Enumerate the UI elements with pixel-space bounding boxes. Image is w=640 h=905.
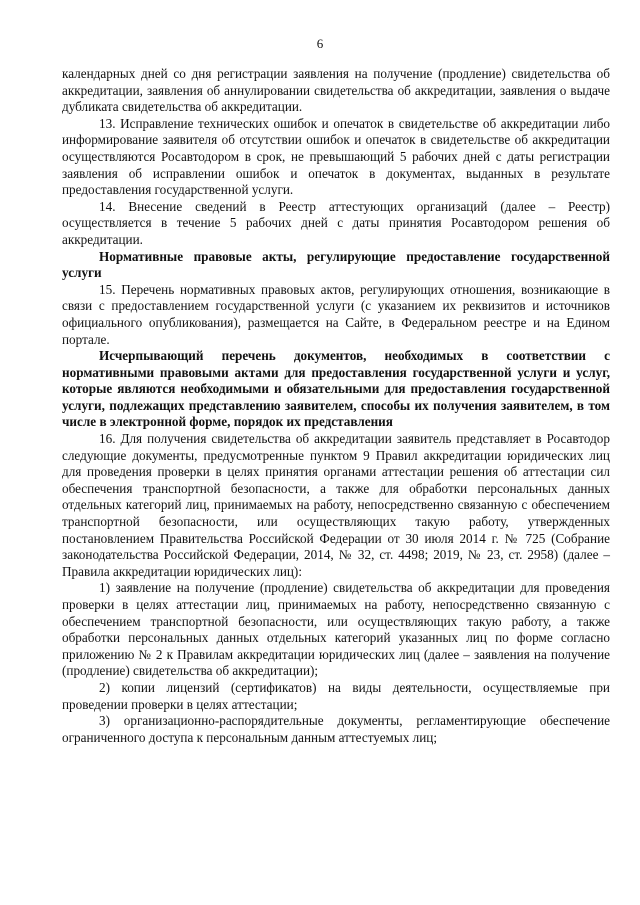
list-item-3: 3) организационно-распорядительные документы, регламентирующие обеспечение ограниченного доступа к персональным данным аттестуемых лиц; bbox=[62, 713, 610, 745]
paragraph-15: 15. Перечень нормативных правовых актов, регулирующих отношения, возникающие в связи с предоставлением государственной услуги (с указанием их реквизитов и источников официального опубликования), размещается на Сайте, в Федеральном реестре и на Едином портале. bbox=[62, 281, 610, 347]
list-item-1: 1) заявление на получение (продление) свидетельства об аккредитации для проведения проверки в целях аттестации лиц, принимаемых на работу, непосредственно связанную с обеспечением транспортной безопасности, или осуществляющих такую работу, а также обработки персональных данных отдельных категорий указанных лиц по форме согласно приложению № 2 к Правилам аккредитации юридических лиц (далее – заявления на получение (продление) свидетельства об аккредитации); bbox=[62, 580, 610, 679]
document-body bbox=[62, 66, 610, 746]
paragraph-continuation: календарных дней со дня регистрации заявления на получение (продление) свидетельства об аккредитации, заявления об аннулировании свидетельства об аккредитации, заявления о выдаче дубликата свидетельства об аккредитации. bbox=[62, 66, 610, 115]
section-heading-documents-list: Исчерпывающий перечень документов, необходимых в соответствии с нормативными правовыми актами для предоставления государственной услуги и услуг, которые являются необходимыми и обязательными для предоставления государственной услуги, подлежащих представлению заявителем, способы их получения заявителем, в том числе в электронной форме, порядок их представления bbox=[62, 348, 610, 430]
paragraph-13: 13. Исправление технических ошибок и опечаток в свидетельстве об аккредитации либо информирование заявителя об отсутствии ошибок и опечаток в свидетельстве об аккредитации осуществляются Росавтодором в срок, не превышающий 5 рабочих дней с даты регистрации заявления об исправлении ошибок и опечаток в документах, выданных в результате предоставления государственной услуги. bbox=[62, 115, 610, 198]
page-number: 6 bbox=[316, 36, 324, 51]
paragraph-14: 14. Внесение сведений в Реестр аттестующих организаций (далее – Реестр) осуществляется в течение 5 рабочих дней с даты принятия Росавтодором решения об аккредитации. bbox=[62, 198, 610, 247]
list-item-2: 2) копии лицензий (сертификатов) на виды деятельности, осуществляемые при проведении проверки в целях аттестации; bbox=[62, 679, 610, 712]
section-heading-legal-acts: Нормативные правовые акты, регулирующие предоставление государственной услуги bbox=[62, 248, 610, 281]
paragraph-16: 16. Для получения свидетельства об аккредитации заявитель представляет в Росавтодор следующие документы, предусмотренные пунктом 9 Правил аккредитации юридических лиц для проведения проверки в целях принятия органами аттестации решения об аттестации сил обеспечения транспортной безопасности, а также для обработки персональных данных отдельных категорий лиц, принимаемых на работу, непосредственно связанную с обеспечением транспортной безопасности, или осуществляющих такую работу, утвержденных постановлением Правительства Российской Федерации от 30 июля 2014 г. № 725 (Собрание законодательства Российской Федерации, 2014, № 32, ст. 4498; 2019, № 23, ст. 2958) (далее – Правила аккредитации юридических лиц): bbox=[62, 431, 610, 579]
